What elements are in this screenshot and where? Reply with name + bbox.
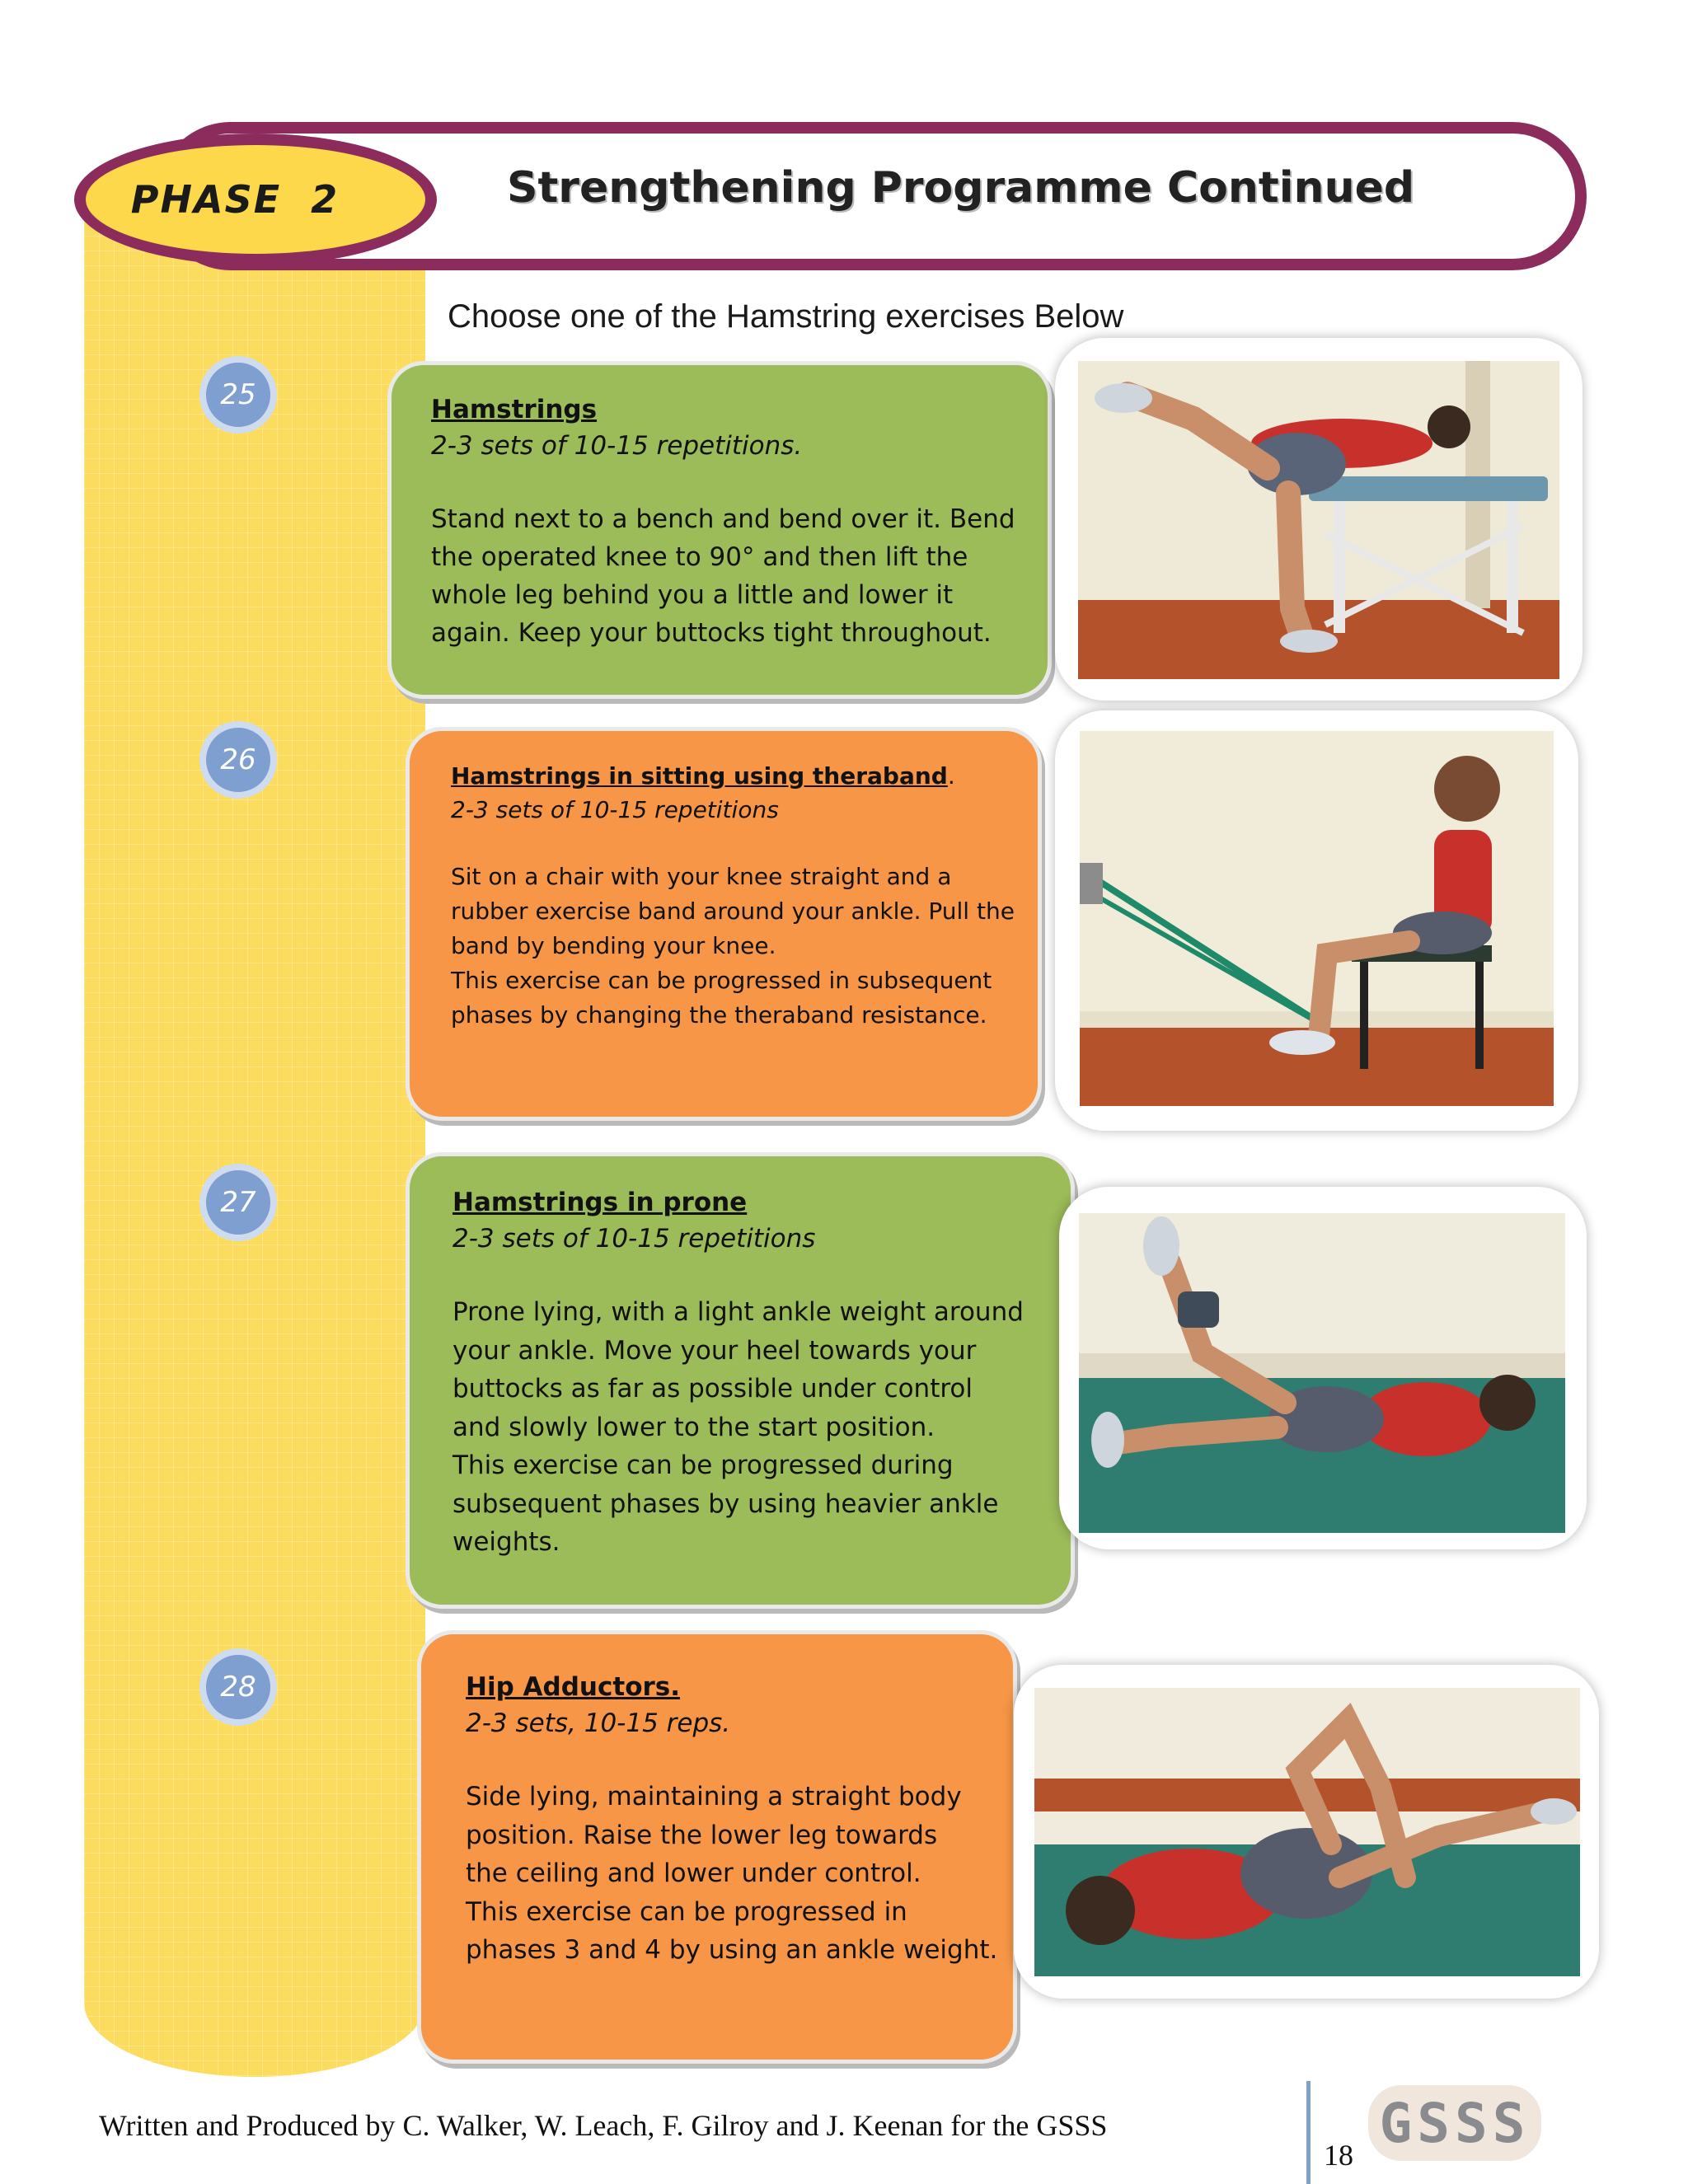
exercise-line: buttocks as far as possible under control: [452, 1374, 973, 1404]
exercise-line: phases 3 and 4 by using an ankle weight.: [466, 1935, 998, 1965]
page-number: 18: [1324, 2139, 1353, 2172]
exercise-line: band by bending your knee.: [451, 932, 776, 959]
exercise-card-28: [417, 1630, 1017, 2064]
exercise-number-26: 26: [199, 721, 277, 799]
exercise-line: and slowly lower to the start position.: [452, 1412, 935, 1442]
phase-label: PHASE 2: [130, 177, 340, 222]
exercise-number-25: 25: [199, 356, 277, 434]
exercise-line: Side lying, maintaining a straight body: [466, 1782, 962, 1811]
exercise-line: Sit on a chair with your knee straight and a: [451, 863, 952, 890]
gsss-logo: [1368, 2085, 1541, 2161]
exercise-line: This exercise can be progressed during: [452, 1451, 954, 1480]
exercise-photo-25: [1078, 361, 1559, 679]
exercise-reps: 2-3 sets, 10-15 reps.: [466, 1708, 731, 1738]
exercise-line: This exercise can be progressed in subsequent: [451, 967, 992, 994]
exercise-line: Stand next to a bench and bend over it. Bend: [431, 504, 1015, 534]
exercise-number-28: 28: [199, 1648, 277, 1726]
exercise-title: Hamstrings: [431, 395, 598, 424]
page-title: Strengthening Programme Continued: [507, 163, 1415, 213]
intro-text: Choose one of the Hamstring exercises Below: [448, 298, 1124, 335]
exercise-line: Prone lying, with a light ankle weight around: [452, 1297, 1024, 1327]
exercise-line: position. Raise the lower leg towards: [466, 1820, 938, 1850]
exercise-title-line: [451, 762, 1038, 790]
exercise-line: weights.: [452, 1527, 560, 1557]
exercise-title: Hamstrings in prone: [452, 1188, 748, 1217]
exercise-line: phases by changing the theraband resistance.: [451, 1001, 987, 1029]
photo-frame-26: [1055, 710, 1578, 1131]
exercise-line: whole leg behind you a little and lower it: [431, 580, 954, 610]
photo-frame-28: [1014, 1665, 1599, 1999]
exercise-line: the ceiling and lower under control.: [466, 1858, 921, 1888]
left-decorative-column: [84, 206, 425, 2077]
footer-credits: Written and Produced by C. Walker, W. Leach, F. Gilroy and J. Keenan for the GSSS: [99, 2109, 1108, 2142]
footer-divider: [1306, 2081, 1311, 2184]
logo-text: GSSS: [1379, 2091, 1531, 2155]
exercise-reps: 2-3 sets of 10-15 repetitions: [451, 796, 779, 823]
exercise-line: rubber exercise band around your ankle. Pull the: [451, 898, 1015, 925]
exercise-line: again. Keep your buttocks tight throughout.: [431, 618, 992, 648]
exercise-title: Hip Adductors.: [466, 1672, 681, 1702]
exercise-card-27: [406, 1152, 1075, 1609]
exercise-photo-27: [1079, 1213, 1565, 1533]
exercise-photo-28: [1034, 1688, 1580, 1976]
exercise-reps: 2-3 sets of 10-15 repetitions: [452, 1224, 816, 1254]
phase-badge: [74, 134, 437, 265]
exercise-reps: 2-3 sets of 10-15 repetitions.: [431, 431, 803, 461]
photo-frame-27: [1059, 1187, 1587, 1549]
exercise-title-suffix: .: [947, 762, 955, 790]
photo-frame-25: [1055, 338, 1582, 701]
exercise-line: subsequent phases by using heavier ankle: [452, 1488, 999, 1519]
exercise-card-25: [387, 361, 1052, 699]
exercise-number-27: 27: [199, 1164, 277, 1241]
exercise-card-26: [406, 727, 1042, 1121]
exercise-title: Hamstrings in sitting using theraband: [451, 762, 948, 790]
exercise-photo-26: [1080, 731, 1554, 1106]
exercise-line: the operated knee to 90° and then lift the: [431, 542, 968, 572]
exercise-line: This exercise can be progressed in: [466, 1896, 907, 1927]
exercise-line: your ankle. Move your heel towards your: [452, 1335, 977, 1366]
